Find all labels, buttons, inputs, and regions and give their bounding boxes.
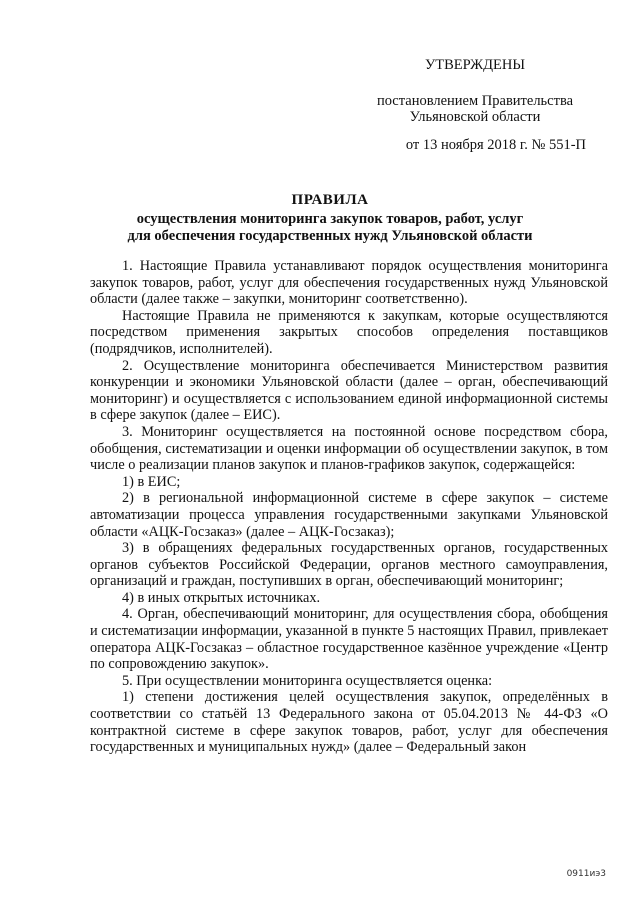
paragraph: 3) в обращениях федеральных государственных органов, государственных органов субъектов Российской Федерации, органов местного самоуправления, организаций и граждан, поступивших в орган, обеспечивающий мониторинг; (90, 540, 608, 590)
paragraph: 2) в региональной информационной системе в сфере закупок – системе автоматизации процесса управления государственными закупками Ульяновской области «АЦК-Госзаказ» (далее – АЦК-Госзаказ); (90, 490, 608, 540)
paragraph: 3. Мониторинг осуществляется на постоянной основе посредством сбора, обобщения, систематизации и оценки информации об осуществлении закупок, в том числе о реализации планов закупок и планов-графиков закупок, содержащейся: (90, 423, 608, 474)
footer-code: 0911иэ3 (566, 869, 606, 879)
paragraph: 1) в ЕИС; (122, 473, 181, 490)
heading-subtitle-1: осуществления мониторинга закупок товаров, работ, услуг (136, 211, 524, 227)
heading-title: ПРАВИЛА (291, 192, 369, 208)
approval-title: УТВЕРЖДЕНЫ (424, 57, 526, 73)
approval-line-2: Ульяновской области (409, 109, 541, 125)
document-body (90, 258, 608, 756)
approval-line-1: постановлением Правительства (376, 93, 574, 109)
paragraph: Настоящие Правила не применяются к закупкам, которые осуществляются посредством применения закрытых способов определения поставщиков (подрядчиков, исполнителей). (90, 307, 608, 357)
approval-block (350, 57, 600, 153)
document-heading (60, 192, 600, 245)
heading-subtitle-2: для обеспечения государственных нужд Ульяновской области (127, 228, 533, 244)
paragraph: 4. Орган, обеспечивающий мониторинг, для осуществления сбора, обобщения и систематизации информации, указанной в пункте 5 настоящих Правил, привлекает оператора АЦК-Госзаказ – областное государственное казённое учреждение «Центр по сопровождению закупок». (90, 606, 608, 673)
paragraph: 5. При осуществлении мониторинга осуществляется оценка: (122, 672, 493, 689)
paragraph: 4) в иных открытых источниках. (122, 589, 321, 606)
approval-date: от 13 ноября 2018 г. № 551-П (405, 137, 586, 153)
paragraph: 1) степени достижения целей осуществления закупок, определённых в соответствии со статьёй 13 Федерального закона от 05.04.2013 № 44-ФЗ «О контрактной системе в сфере закупок товаров, работ, услуг для обеспечения государственных и муниципальных нужд» (далее – Федеральный закон (90, 689, 608, 756)
paragraph: 2. Осуществление мониторинга обеспечивается Министерством развития конкуренции и экономики Ульяновской области (далее – орган, обеспечивающий мониторинг) и осуществляется с использованием единой информационной системы в сфере закупок (далее – ЕИС). (90, 357, 608, 424)
paragraph: 1. Настоящие Правила устанавливают порядок осуществления мониторинга закупок товаров, работ, услуг для обеспечения государственных нужд Ульяновской области (далее также – закупки, мониторинг соответственно). (90, 258, 608, 308)
